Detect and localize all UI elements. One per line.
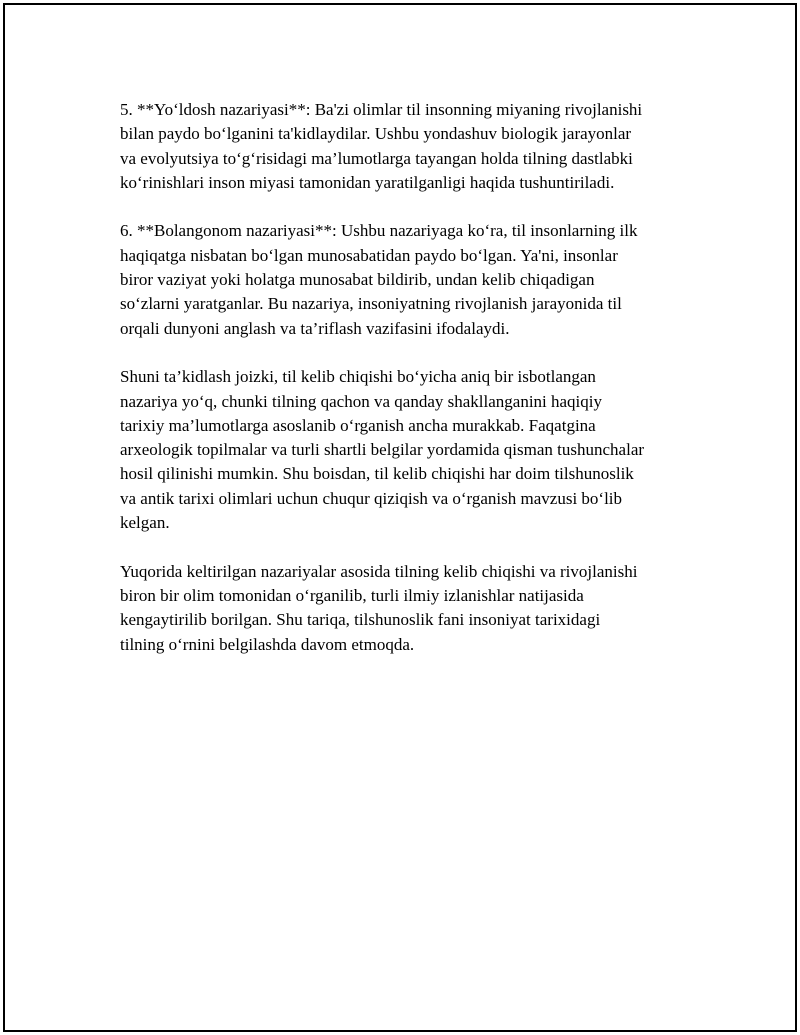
document-page [3,3,797,1032]
paragraph-bolangonom-theory: 6. **Bolangonom nazariyasi**: Ushbu nazariyaga ko‘ra, til insonlarning ilk haqiqatga nisbatan bo‘lgan munosabatidan paydo bo‘lgan. Ya'ni, insonlar biror vaziyat yoki holatga munosabat bildirib, undan kelib chiqadigan so‘zlarni yaratganlar. Bu nazariya, insoniyatning rivojlanish jarayonida til orqali dunyoni anglash va ta’riflash vazifasini ifodalaydi. [120,221,638,338]
paragraph-conclusion: Yuqorida keltirilgan nazariyalar asosida tilning kelib chiqishi va rivojlanishi biron bir olim tomonidan o‘rganilib, turli ilmiy izlanishlar natijasida kengaytirilib borilgan. Shu tariqa, tilshunoslik fani insoniyat tarixidagi tilning o‘rnini belgilashda davom etmoqda. [120,561,638,654]
document-body [120,98,700,681]
paragraph-origin-note: Shuni ta’kidlash joizki, til kelib chiqishi bo‘yicha aniq bir isbotlangan nazariya yo‘q, chunki tilning qachon va qanday shakllanganini haqiqiy tarixiy ma’lumotlarga asoslanib o‘rganish ancha murakkab. Faqatgina arxeologik topilmalar va turli shartli belgilar yordamida qisman tushunchalar hosil qilinishi mumkin. Shu boisdan, til kelib chiqishi har doim tilshunoslik va antik tarixi olimlari uchun chuqur qiziqish va o‘rganish mavzusi bo‘lib kelgan. [120,367,645,533]
paragraph-yoldosh-theory: 5. **Yo‘ldosh nazariyasi**: Ba'zi olimlar til insonning miyaning rivojlanishi bilan paydo bo‘lganini ta'kidlaydilar. Ushbu yondashuv biologik jarayonlar va evolyutsiya to‘g‘risidagi ma’lumotlarga tayangan holda tilning dastlabki ko‘rinishlari inson miyasi tamonidan yaratilganligi haqida tushuntiriladi. [120,100,643,192]
